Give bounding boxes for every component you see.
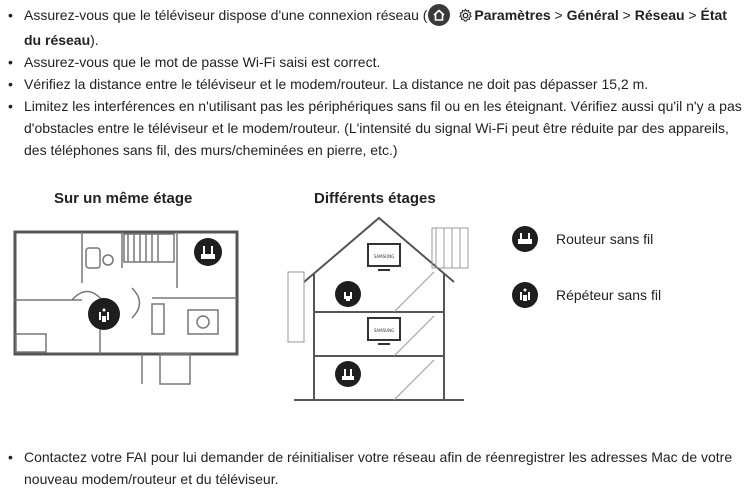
tip-distance: • Vérifiez la distance entre le téléviseur et le modem/routeur. La distance ne doit pas dépasser 15,2 m. [4, 73, 742, 95]
multi-floor-diagram [284, 212, 474, 412]
svg-text:SAMSUNG: SAMSUNG [373, 254, 395, 259]
tip-password: • Assurez-vous que le mot de passe Wi-Fi saisi est correct. [4, 51, 742, 73]
repeater-icon [512, 282, 538, 308]
router-icon [194, 238, 222, 266]
tip-isp: • Contactez votre FAI pour lui demander de réinitialiser votre réseau afin de réenregistrer les adresses Mac de votre nouveau modem/routeur et du téléviseur. [4, 446, 742, 490]
diff-floor-title: Différents étages [314, 190, 436, 207]
menu-network-status: État du réseau [24, 7, 727, 48]
tip-network: • Assurez-vous que le téléviseur dispose d'une connexion réseau ( Paramètres > Général > Réseau > État du réseau). [4, 4, 742, 51]
menu-general: Général [566, 7, 619, 23]
gear-icon [458, 7, 473, 29]
tv-top [368, 244, 400, 270]
same-floor-title: Sur un même étage [54, 190, 193, 207]
floor-plan-diagram [12, 228, 244, 388]
legend-router [512, 226, 653, 252]
tips-list [4, 4, 742, 161]
bottom-tips [4, 446, 742, 490]
home-icon [428, 4, 450, 26]
menu-network: Réseau [634, 7, 685, 23]
tv-middle [368, 318, 400, 344]
tip-interference: • Limitez les interférences en n'utilisant pas les périphériques sans fil ou en les éteignant. Vérifiez aussi qu'il n'y a pas d'obstacles entre le téléviseur et le modem/routeur. (L'intensité du signal Wi-Fi peut être réduite par des appareils, des téléphones sans fil, des murs/cheminées en pierre, etc.) [4, 95, 742, 161]
menu-settings: Paramètres [474, 7, 551, 23]
legend-repeater [512, 282, 661, 308]
legend-repeater-label: Répéteur sans fil [556, 287, 662, 303]
legend-router-label: Routeur sans fil [556, 231, 654, 247]
repeater-icon [88, 298, 120, 330]
svg-text:SAMSUNG: SAMSUNG [373, 328, 395, 333]
router-icon [512, 226, 538, 252]
